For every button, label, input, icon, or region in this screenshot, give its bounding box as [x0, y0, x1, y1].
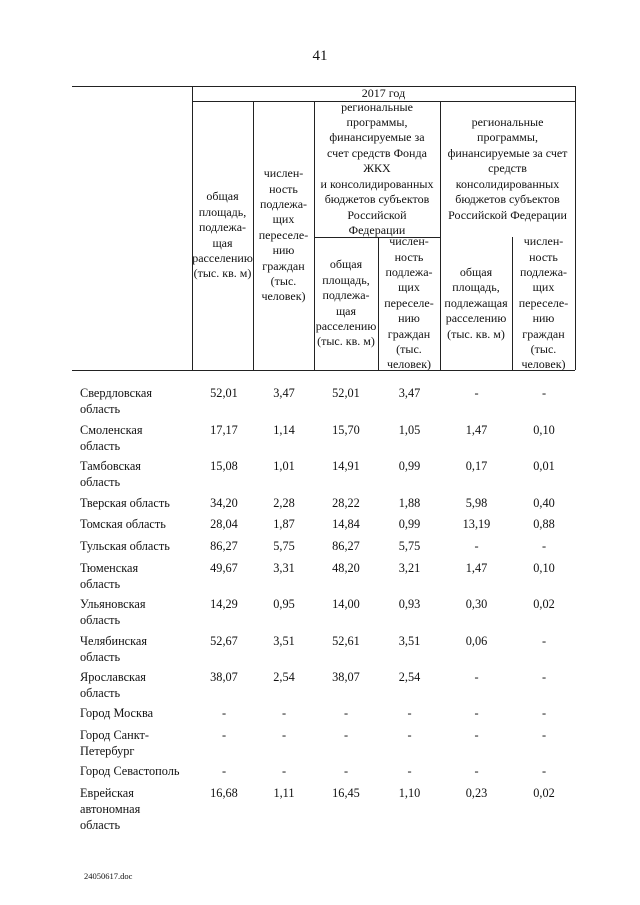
table-cell-value: 1,11 [273, 786, 295, 800]
table-cell-value: 86,27 [210, 539, 238, 553]
table-cell-value: 14,00 [332, 597, 360, 611]
table-cell-value: 13,19 [462, 517, 491, 531]
header-col-total-area: общая площадь, подлежа- щая расселению (тыс. кв. м) [192, 189, 253, 281]
table-cell-value: 0,88 [533, 517, 555, 531]
table-cell-value: 16,68 [210, 786, 238, 800]
table-cell-value: - [541, 764, 547, 778]
table-cell-value: 5,75 [398, 539, 421, 553]
table-cell-value: 0,10 [533, 561, 555, 575]
table-cell-value: 49,67 [210, 561, 238, 575]
table-cell-value: - [474, 539, 479, 553]
table-cell-value: 48,20 [332, 561, 360, 575]
table-cell-value: - [474, 728, 479, 742]
table-cell-value: 2,54 [398, 670, 421, 684]
table-row-region: Еврейская автономная область [80, 786, 141, 832]
table-cell-value: 1,87 [273, 517, 295, 531]
header-col-fund-area: общая площадь, подлежа- щая расселению (тыс. кв. м) [315, 257, 377, 349]
table-cell-value: 16,45 [332, 786, 360, 800]
header-col-budget-area: общая площадь, подлежащая расселению (тыс. кв. м) [444, 264, 508, 341]
table-cell-value: 3,31 [273, 561, 295, 575]
table-cell-value: 1,05 [398, 423, 421, 437]
table-cell-value: 3,47 [398, 386, 421, 400]
table-row-region: Город Севастополь [80, 764, 180, 778]
table-cell-value: - [221, 706, 227, 720]
table-cell-value: 15,70 [332, 423, 360, 437]
table-cell-value: 1,01 [273, 459, 295, 473]
table-cell-value: - [474, 386, 479, 400]
table-row-region: Ульяновская область [80, 597, 146, 627]
table-row-region: Тверская область [80, 496, 170, 510]
table-cell-value: - [343, 706, 349, 720]
table-cell-value: 38,07 [210, 670, 238, 684]
table-cell-value: 17,17 [210, 423, 238, 437]
table-cell-value: 14,91 [332, 459, 360, 473]
header-group-budget: региональные программы, финансируемые за счет средств консолидированных бюджетов субъектов Российской Федерации [447, 115, 568, 222]
table-row-region: Город Санкт- Петербург [80, 728, 149, 758]
table-cell-value: 0,95 [273, 597, 295, 611]
table-cell-value: 28,04 [210, 517, 238, 531]
table-cell-value: - [407, 728, 412, 742]
table-cell-value: 34,20 [210, 496, 238, 510]
table-cell-value: 0,01 [533, 459, 555, 473]
table-cell-value: 86,27 [332, 539, 360, 553]
table-cell-value: - [474, 706, 479, 720]
table-cell-value: - [281, 728, 287, 742]
table-row-region: Тульская область [80, 539, 170, 553]
table-cell-value: 52,01 [332, 386, 360, 400]
header-group-fund: региональные программы, финансируемые за счет средств Фонда ЖКХ и консолидированных бюджетов субъектов Российской Федерации [320, 99, 434, 237]
table-row-region: Город Москва [80, 706, 154, 720]
header-col-fund-people: числен- ность подлежа- щих переселе- нию граждан (тыс. человек) [384, 234, 434, 372]
header-bottom-rule [72, 370, 575, 371]
table-cell-value: 0,99 [398, 459, 421, 473]
table-row-region: Томская область [80, 517, 166, 531]
table-cell-value: - [541, 706, 547, 720]
table-cell-value: - [541, 670, 547, 684]
page-number: 41 [312, 48, 328, 64]
table-cell-value: 28,22 [332, 496, 360, 510]
table-cell-value: 3,47 [273, 386, 295, 400]
table-cell-value: - [221, 728, 227, 742]
table-cell-value: 3,51 [273, 634, 295, 648]
table-cell-value: - [474, 670, 479, 684]
table-cell-value: 5,98 [465, 496, 488, 510]
table-cell-value: - [221, 764, 227, 778]
table-cell-value: 0,02 [533, 786, 555, 800]
table-cell-value: - [343, 728, 349, 742]
table-cell-value: 3,51 [398, 634, 421, 648]
table-cell-value: - [281, 764, 287, 778]
table-cell-value: 14,29 [210, 597, 238, 611]
table-cell-value: 52,61 [332, 634, 360, 648]
table-cell-value: 14,84 [332, 517, 360, 531]
table-row-region: Тюменская область [80, 561, 139, 591]
table-cell-value: 1,10 [398, 786, 421, 800]
header-year: 2017 год [361, 85, 406, 100]
table-cell-value: 2,28 [273, 496, 295, 510]
header-col-total-people: числен- ность подлежа- щих переселе- нию граждан (тыс. человек) [258, 166, 309, 304]
table-cell-value: 38,07 [332, 670, 360, 684]
table-cell-value: 0,93 [398, 597, 421, 611]
table-cell-value: 15,08 [210, 459, 238, 473]
table-row-region: Смоленская область [80, 423, 143, 453]
table-row-region: Тамбовская область [80, 459, 141, 489]
header-vline-7 [575, 86, 576, 370]
table-cell-value: - [281, 706, 287, 720]
table-row-region: Свердловская область [80, 386, 153, 416]
header-col-budget-people: числен- ность подлежа- щих переселе- нию граждан (тыс. человек) [518, 234, 569, 372]
table-cell-value: 0,30 [465, 597, 488, 611]
table-cell-value: 0,99 [398, 517, 421, 531]
table-cell-value: 1,88 [398, 496, 421, 510]
table-row-region: Ярославская область [80, 670, 146, 700]
table-cell-value: 1,47 [465, 423, 488, 437]
table-row-region: Челябинская область [80, 634, 148, 664]
table-cell-value: 52,67 [210, 634, 238, 648]
table-cell-value: - [474, 764, 479, 778]
table-cell-value: 1,14 [273, 423, 295, 437]
table-cell-value: - [541, 634, 547, 648]
table-cell-value: 0,10 [533, 423, 555, 437]
table-cell-value: 0,40 [533, 496, 555, 510]
table-cell-value: - [407, 764, 412, 778]
table-cell-value: 3,21 [398, 561, 421, 575]
table-cell-value: 0,02 [533, 597, 555, 611]
table-cell-value: 0,17 [465, 459, 488, 473]
table-cell-value: - [343, 764, 349, 778]
table-cell-value: 52,01 [210, 386, 238, 400]
table-cell-value: 2,54 [273, 670, 295, 684]
table-cell-value: 0,23 [465, 786, 488, 800]
table-cell-value: - [541, 728, 547, 742]
table-cell-value: - [407, 706, 412, 720]
table-cell-value: 0,06 [465, 634, 488, 648]
document-filename: 24050617.doc [84, 871, 133, 881]
table-cell-value: - [541, 386, 547, 400]
table-cell-value: 1,47 [465, 561, 488, 575]
table-cell-value: 5,75 [273, 539, 295, 553]
table-cell-value: - [541, 539, 547, 553]
